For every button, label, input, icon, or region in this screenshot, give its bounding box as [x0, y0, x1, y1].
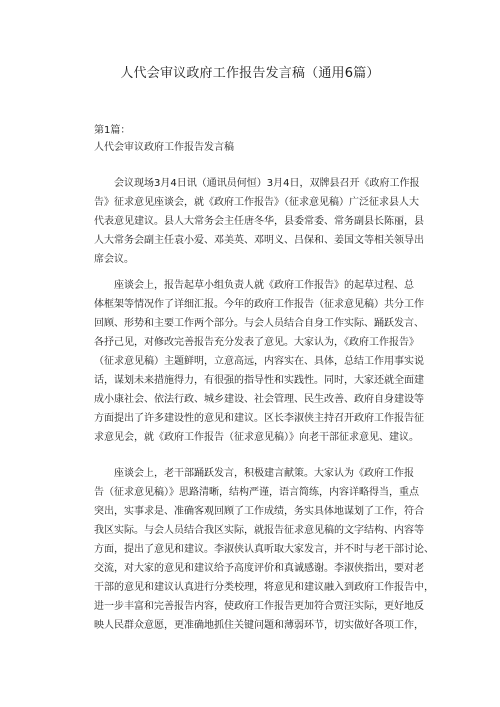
paragraph-line: 交流，对大家的意见和建议给予高度评价和真诚感谢。李淑侠指出，要对老 [94, 563, 424, 574]
paragraph-line: 方面，提出了意见和建议。李淑侠认真听取大家发言，并不时与老干部讨论、 [94, 544, 434, 555]
paragraph-line: 座谈会上，报告起草小组负责人就《政府工作报告》的起草过程、总 [114, 280, 414, 291]
section-label: 第1篇： [94, 125, 131, 136]
paragraph-line: 成小康社会、依法行政、城乡建设、社会管理、民生改善、政府自身建设等 [94, 394, 424, 405]
paragraph-line: 体框架等情况作了详细汇报。今年的政府工作报告（征求意见稿）共分工作 [94, 299, 424, 310]
paragraph-line: （征求意见稿）主题鲜明，立意高远，内容实在、具体，总结工作用事实说 [94, 356, 424, 367]
paragraph-line: 干部的意见和建议认真进行分类校理，将意见和建议融入到政府工作报告中， [94, 582, 434, 593]
document-title: 人代会审议政府工作报告发言稿（通用6篇） [120, 66, 380, 81]
paragraph-line: 方面提出了许多建设性的意见和建议。区长李淑侠主持召开政府工作报告征 [94, 413, 424, 424]
paragraph-line: 我区实际。与会人员结合我区实际，就报告征求意见稿的文字结构、内容等 [94, 525, 424, 536]
paragraph-line: 人大常务会副主任袁小爱、邓美英、邓明义、吕保和、姜国文等相关领导出 [94, 235, 424, 246]
paragraph-line: 求意见会，就《政府工作报告（征求意见稿）》向老干部征求意见、建议。 [94, 432, 419, 443]
paragraph-1 [94, 174, 424, 269]
paragraph-line: 映人民群众意愿，更准确地抓住关键问题和薄弱环节，切实做好各项工作， [94, 620, 424, 631]
paragraph-line: 回顾、形势和主要工作两个部分。与会人员结合自身工作实际、踊跃发言、 [94, 318, 424, 329]
paragraph-line: 进一步丰富和完善报告内容，使政府工作报告更加符合贾汪实际，更好地反 [94, 601, 424, 612]
paragraph-line: 告》征求意见座谈会，就《政府工作报告》（征求意见稿）广泛征求县人大 [94, 197, 419, 208]
paragraph-line: 突出，实事求是、准确客观回顾了工作成绩，务实具体地谋划了工作，符合 [94, 506, 424, 517]
section-subtitle: 人代会审议政府工作报告发言稿 [94, 142, 234, 153]
paragraph-line: 各抒己见，对修改完善报告充分发表了意见。大家认为，《政府工作报告》 [94, 337, 419, 348]
paragraph-line: 座谈会上，老干部踊跃发言，积极建言献策。大家认为《政府工作报 [114, 468, 414, 479]
paragraph-line: 代表意见建议。县人大常务会主任唐冬华，县委常委、常务副县长陈丽，县 [94, 216, 424, 227]
paragraph-line: 席会议。 [94, 254, 134, 265]
paragraph-line: 会议现场3月4日讯（通讯员何恒）3月4日，双牌县召开《政府工作报 [114, 178, 420, 189]
paragraph-line: 话，谋划未来措施得力，有很强的指导性和实践性。同时，大家还就全面建 [94, 375, 424, 386]
paragraph-3 [94, 464, 434, 635]
paragraph-2 [94, 276, 424, 447]
paragraph-line: 告（征求意见稿）》思路清晰，结构严谨，语言简练，内容详略得当，重点 [94, 487, 419, 498]
